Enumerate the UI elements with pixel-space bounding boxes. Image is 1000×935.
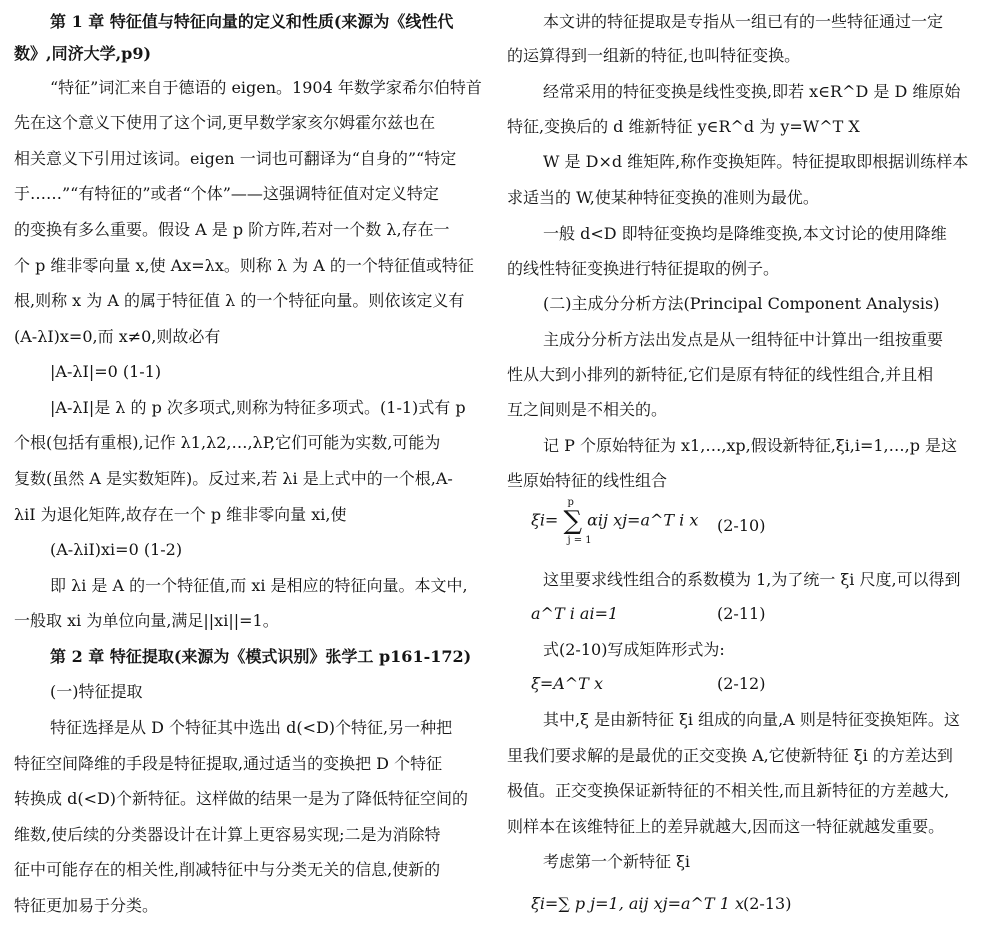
- left-text-line: 第 2 章 特征提取(来源为《模式识别》张学工 p161-172): [50, 647, 472, 666]
- right-text-line: 本文讲的特征提取是专指从一组已有的一些特征通过一定: [543, 12, 944, 31]
- right-text-line: 一般 d<D 即特征变换均是降维变换,本文讨论的使用降维: [543, 224, 947, 243]
- right-text-line: 特征,变换后的 d 维新特征 y∈R^d 为 y=W^T X: [507, 117, 860, 136]
- left-text-line: |A-λI|是 λ 的 p 次多项式,则称为特征多项式。(1-1)式有 p: [50, 398, 466, 417]
- left-text-line: 维数,使后续的分类器设计在计算上更容易实现;二是为消除特: [14, 825, 441, 844]
- eq-2-10-rhs: αij xj=a^T i x: [587, 510, 699, 530]
- eq-2-12-body: ξ=A^T x: [531, 674, 603, 693]
- left-text-line: 复数(虽然 A 是实数矩阵)。反过来,若 λi 是上式中的一个根,A-: [14, 469, 453, 488]
- right-text-line: 的运算得到一组新的特征,也叫特征变换。: [507, 46, 801, 65]
- left-text-line: 数》,同济大学,p9): [14, 44, 152, 63]
- left-text-line: 第 1 章 特征值与特征向量的定义和性质(来源为《线性代: [50, 12, 454, 31]
- eq-2-10-lhs: ξi=: [531, 510, 559, 530]
- right-text-line: 里我们要求解的是最优的正交变换 A,它使新特征 ξi 的方差达到: [507, 746, 953, 765]
- right-text-line: 些原始特征的线性组合: [507, 471, 668, 490]
- right-text-line: 性从大到小排列的新特征,它们是原有特征的线性组合,并且相: [507, 365, 934, 384]
- equation-2-13: [531, 894, 792, 913]
- equation-2-11: [531, 604, 766, 623]
- sigma-symbol: p ∑ j = 1: [563, 497, 592, 546]
- left-text-line: 个根(包括有重根),记作 λ1,λ2,…,λP,它们可能为实数,可能为: [14, 433, 441, 452]
- left-text-line: 于……”“有特征的”或者“个体”——这强调特征值对定义特定: [14, 184, 439, 203]
- left-text-line: (一)特征提取: [50, 682, 143, 701]
- right-text-line: W 是 D×d 维矩阵,称作变换矩阵。特征提取即根据训练样本: [543, 152, 969, 171]
- left-text-line: 先在这个意义下使用了这个词,更早数学家亥尔姆霍尔兹也在: [14, 113, 436, 132]
- left-text-line: 的变换有多么重要。假设 A 是 p 阶方阵,若对一个数 λ,存在一: [14, 220, 450, 239]
- right-text-line: 考虑第一个新特征 ξi: [543, 852, 691, 871]
- equation-2-12: [531, 674, 766, 693]
- right-text-line: 主成分分析方法出发点是从一组特征中计算出一组按重要: [543, 330, 944, 349]
- left-text-line: |A-λI|=0 (1-1): [50, 362, 162, 381]
- right-text-line: 的线性特征变换进行特征提取的例子。: [507, 259, 780, 278]
- sigma-upper: p: [567, 497, 574, 508]
- left-text-line: 即 λi 是 A 的一个特征值,而 xi 是相应的特征向量。本文中,: [50, 576, 468, 595]
- right-text-line: 式(2-10)写成矩阵形式为:: [543, 640, 725, 659]
- left-text-line: 根,则称 x 为 A 的属于特征值 λ 的一个特征向量。则依该定义有: [14, 291, 465, 310]
- right-text-line: 经常采用的特征变换是线性变换,即若 x∈R^D 是 D 维原始: [543, 82, 961, 101]
- right-text-line: 互之间则是不相关的。: [507, 400, 668, 419]
- left-text-line: “特征”词汇来自于德语的 eigen。1904 年数学家希尔伯特首: [50, 78, 482, 97]
- eq-2-10-number: (2-10): [717, 516, 766, 535]
- eq-2-11-number: (2-11): [717, 604, 766, 623]
- left-text-line: λiI 为退化矩阵,故存在一个 p 维非零向量 xi,使: [14, 505, 347, 524]
- equation-2-10: [531, 497, 766, 548]
- right-text-line: 极值。正交变换保证新特征的不相关性,而且新特征的方差越大,: [507, 781, 950, 800]
- eq-2-13-number: (2-13): [743, 894, 792, 913]
- eq-2-11-body: a^T i ai=1: [531, 604, 619, 623]
- left-text-line: 个 p 维非零向量 x,使 Ax=λx。则称 λ 为 A 的一个特征值或特征: [14, 256, 474, 275]
- right-text-line: 其中,ξ 是由新特征 ξi 组成的向量,A 则是特征变换矩阵。这: [543, 710, 960, 729]
- right-text-line: 求适当的 W,使某种特征变换的准则为最优。: [507, 188, 819, 207]
- left-text-line: 相关意义下引用过该词。eigen 一词也可翻译为“自身的”“特定: [14, 149, 457, 168]
- right-text-line: (二)主成分分析方法(Principal Component Analysis): [543, 294, 940, 313]
- right-text-line: 记 P 个原始特征为 x1,…,xp,假设新特征,ξi,i=1,…,p 是这: [543, 436, 958, 455]
- eq-2-12-number: (2-12): [717, 674, 766, 693]
- left-text-line: 征中可能存在的相关性,削减特征中与分类无关的信息,使新的: [14, 860, 441, 879]
- left-text-line: 特征更加易于分类。: [14, 896, 159, 915]
- left-text-line: 特征选择是从 D 个特征其中选出 d(<D)个特征,另一种把: [50, 718, 453, 737]
- right-text-line: 则样本在该维特征上的差异就越大,因而这一特征就越发重要。: [507, 817, 945, 836]
- left-text-line: 一般取 xi 为单位向量,满足||xi||=1。: [14, 611, 279, 630]
- eq-2-13-body: ξi=∑ p j=1, aij xj=a^T 1 x: [531, 894, 744, 913]
- left-text-line: 转换成 d(<D)个新特征。这样做的结果一是为了降低特征空间的: [14, 789, 469, 808]
- left-text-line: (A-λI)x=0,而 x≠0,则故必有: [14, 327, 221, 346]
- right-text-line: 这里要求线性组合的系数模为 1,为了统一 ξi 尺度,可以得到: [543, 570, 961, 589]
- left-text-line: (A-λiI)xi=0 (1-2): [50, 540, 183, 559]
- sigma-lower: j = 1: [567, 535, 592, 546]
- left-text-line: 特征空间降维的手段是特征提取,通过适当的变换把 D 个特征: [14, 754, 443, 773]
